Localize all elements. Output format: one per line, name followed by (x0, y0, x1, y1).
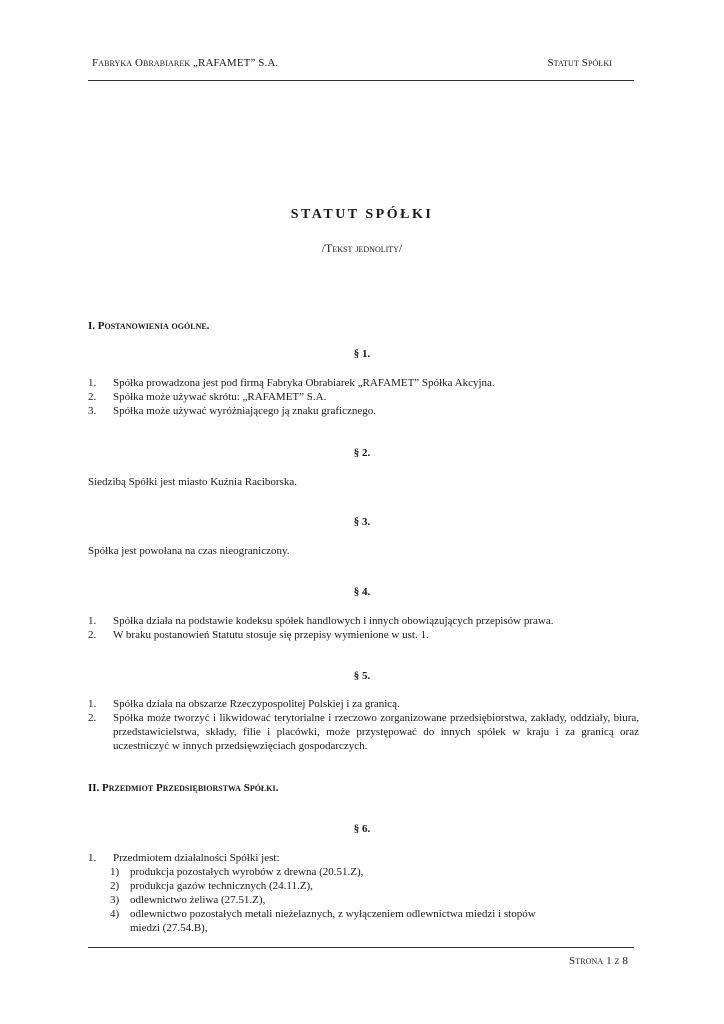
header-company-name: Fabryka Obrabiarek „RAFAMET” S.A. (92, 57, 279, 69)
paragraph-2-text: Siedzibą Spółki jest miasto Kuźnia Raciborska. (88, 476, 297, 488)
list-item-number: 2. (88, 712, 97, 724)
section-heading-business-scope: II. Przedmiot Przedsiębiorstwa Spółki. (88, 782, 279, 794)
list-item-number: 2. (88, 391, 97, 403)
list-item: W braku postanowień Statutu stosuje się przepisy wymienione w ust. 1. (113, 629, 429, 641)
sublist-item: produkcja gazów technicznych (24.11.Z), (130, 880, 313, 892)
sublist-item: odlewnictwo żeliwa (27.51.Z), (130, 894, 266, 906)
list-item: Spółka może używać wyróżniającego ją znaku graficznego. (113, 405, 376, 417)
sublist-item-number: 2) (110, 880, 120, 892)
list-item: Spółka działa na podstawie kodeksu spółek handlowych i innych obowiązujących przepisów prawa. (113, 615, 554, 627)
list-item-number: 1. (88, 698, 97, 710)
paragraph-1-label: § 1. (353, 348, 371, 360)
paragraph-6-label: § 6. (353, 823, 371, 835)
list-item-number: 1. (88, 377, 97, 389)
paragraph-2-label: § 2. (353, 447, 371, 459)
paragraph-6-intro: Przedmiotem działalności Spółki jest: (113, 852, 280, 864)
list-item: Spółka działa na obszarze Rzeczypospolitej Polskiej i za granicą. (113, 698, 400, 710)
list-item-number: 3. (88, 405, 97, 417)
list-item-number: 2. (88, 629, 97, 641)
document-title: STATUT SPÓŁKI (290, 207, 434, 222)
sublist-item: odlewnictwo pozostałych metali nieżelaznych, z wyłączeniem odlewnictwa miedzi i stopów miedzi (27.54.B), (130, 908, 536, 934)
header-rule (88, 80, 634, 81)
footer-page-number: Strona 1 z 8 (568, 955, 628, 967)
section-heading-general: I. Postanowienia ogólne. (88, 320, 210, 332)
sublist-item: produkcja pozostałych wyrobów z drewna (20.51.Z), (130, 866, 364, 878)
list-item-number: 1. (88, 852, 97, 864)
paragraph-5-label: § 5. (353, 670, 371, 682)
paragraph-3-label: § 3. (353, 516, 371, 528)
paragraph-4-label: § 4. (353, 586, 371, 598)
list-item: Spółka może tworzyć i likwidować terytorialne i rzeczowo zorganizowane przedsiębiorstwa, zakłady, oddziały, biura, przedstawicielstwa, składy, filie i placówki, może przystępować do innych spółek w kraju i za granicą oraz uczestniczyć w innych przedsięwzięciach gospodarczych. (113, 712, 639, 752)
list-item-number: 1. (88, 615, 97, 627)
paragraph-3-text: Spółka jest powołana na czas nieograniczony. (88, 545, 290, 557)
header-document-title: Statut Spółki (547, 57, 612, 69)
sublist-item-number: 4) (110, 908, 120, 920)
list-item: Spółka może używać skrótu: „RAFAMET” S.A. (113, 391, 327, 403)
sublist-item-number: 1) (110, 866, 120, 878)
list-item: Spółka prowadzona jest pod firmą Fabryka Obrabiarek „RAFAMET” Spółka Akcyjna. (113, 377, 495, 389)
sublist-item-number: 3) (110, 894, 120, 906)
footer-rule (88, 947, 634, 948)
document-subtitle: /Tekst jednolity/ (321, 241, 403, 255)
